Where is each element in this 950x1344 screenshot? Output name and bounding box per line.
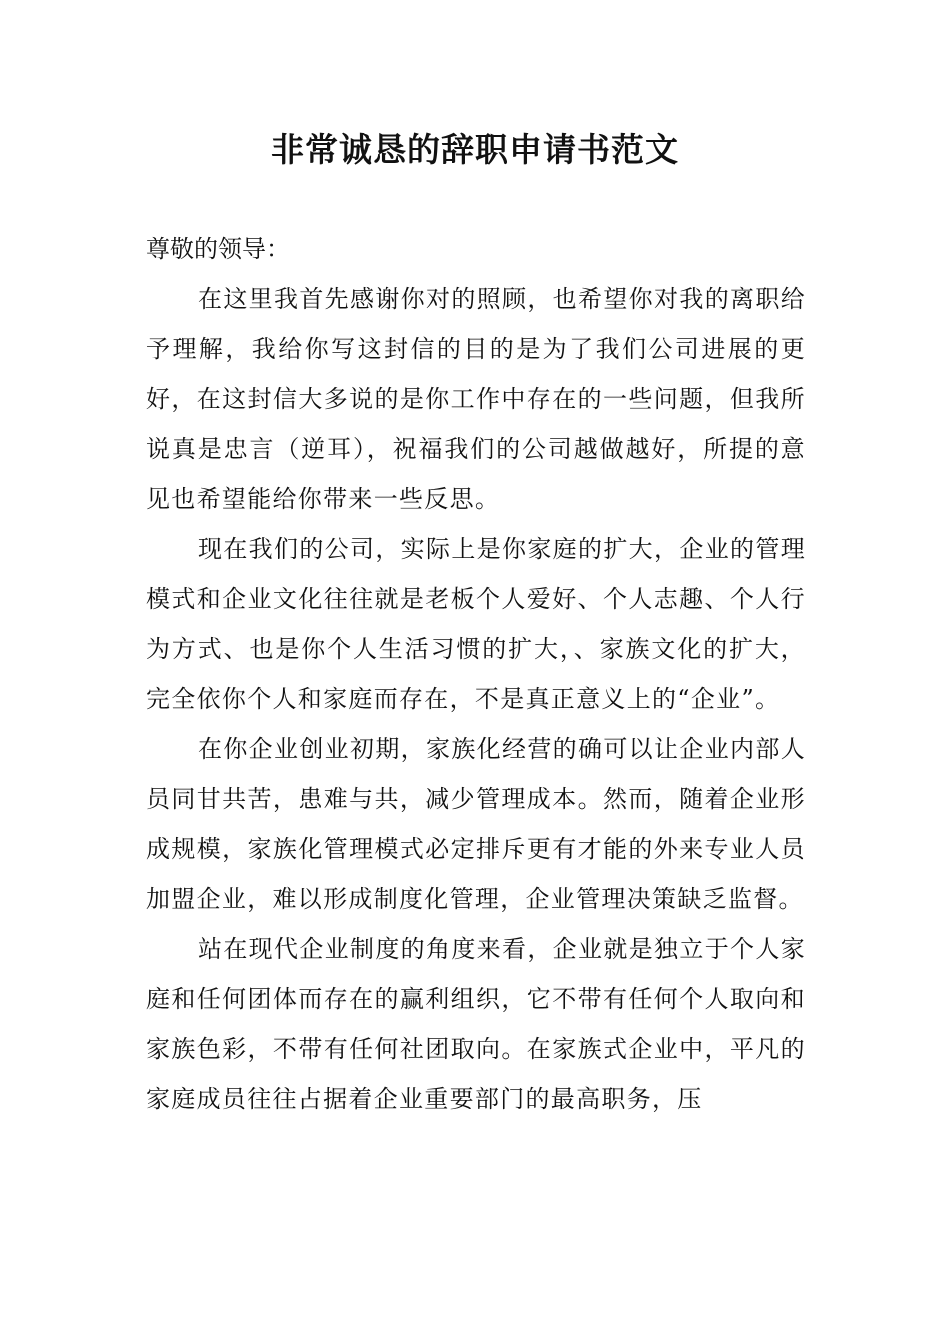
paragraph-4: 站在现代企业制度的角度来看，企业就是独立于个人家庭和任何团体而存在的赢利组织，它不带有任何个人取向和家族色彩，不带有任何社团取向。在家族式企业中，平凡的家庭成员往往占据着企业重要部门的最高职务，压 bbox=[146, 935, 806, 1113]
salutation: 尊敬的领导： bbox=[146, 235, 290, 263]
document-body bbox=[146, 224, 806, 1124]
paragraph-3: 在你企业创业初期，家族化经营的确可以让企业内部人员同甘共苦，患难与共，减少管理成本。然而，随着企业形成规模，家族化管理模式必定排斥更有才能的外来专业人员加盟企业，难以形成制度化管理，企业管理决策缺乏监督。 bbox=[146, 735, 806, 913]
document-title: 非常诚恳的辞职申请书范文 bbox=[271, 130, 679, 169]
paragraph-2: 现在我们的公司，实际上是你家庭的扩大，企业的管理模式和企业文化往往就是老板个人爱好、个人志趣、个人行为方式、也是你个人生活习惯的扩大，、家族文化的扩大，完全依你个人和家庭而存在，不是真正意义上的“企业”。 bbox=[146, 535, 806, 713]
paragraph-1: 在这里我首先感谢你对的照顾，也希望你对我的离职给予理解，我给你写这封信的目的是为了我们公司进展的更好，在这封信大多说的是你工作中存在的一些问题，但我所说真是忠言（逆耳），祝福我们的公司越做越好，所提的意见也希望能给你带来一些反思。 bbox=[146, 285, 806, 513]
